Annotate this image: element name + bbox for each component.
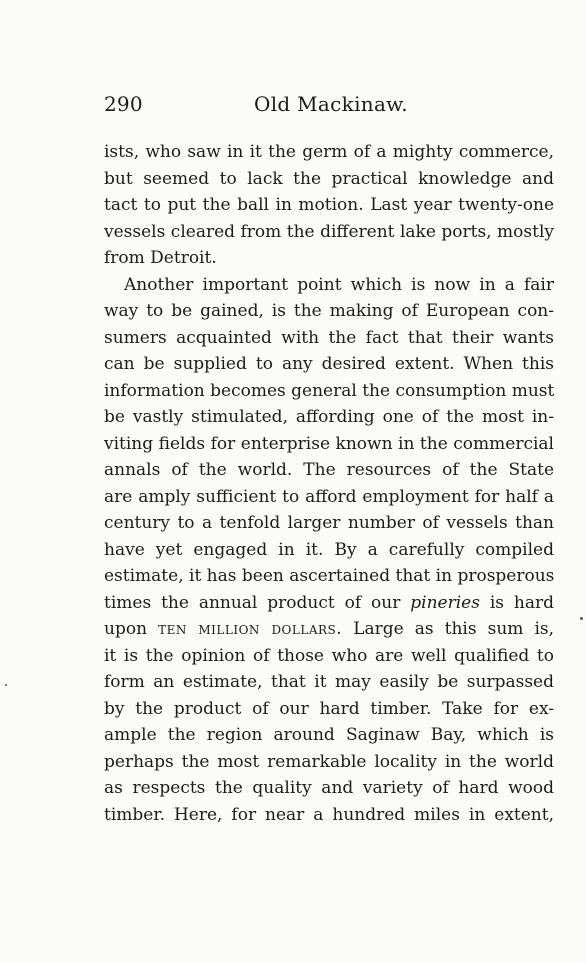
text-line: sumers acquainted with the fact that their wants bbox=[104, 327, 554, 348]
text-line: it is the opinion of those who are well qualified to bbox=[104, 645, 554, 666]
text-line: estimate, it has been ascertained that in prosperous bbox=[104, 566, 555, 586]
margin-speck bbox=[580, 617, 583, 620]
margin-speck bbox=[5, 684, 7, 686]
text-line: from Detroit. bbox=[104, 248, 217, 268]
italic-term: pineries bbox=[410, 592, 480, 613]
text-line bbox=[104, 616, 554, 643]
text-line: Another important point which is now in a fair bbox=[124, 274, 554, 295]
text-line: but seemed to lack the practical knowledge and bbox=[104, 168, 554, 189]
text-line: by the product of our hard timber. Take for ex- bbox=[104, 698, 554, 719]
text-line: perhaps the most remarkable locality in the world bbox=[104, 751, 554, 772]
text-line: century to a tenfold larger number of vessels than bbox=[104, 513, 554, 533]
text-fragment: times the annual product of our bbox=[104, 592, 401, 613]
smallcaps-amount: ten million dollars. bbox=[158, 619, 343, 639]
page-number: 290 bbox=[104, 92, 143, 116]
text-line: form an estimate, that it may easily be surpassed bbox=[104, 672, 554, 692]
text-line: as respects the quality and variety of hard wood bbox=[104, 778, 554, 798]
text-line: way to be gained, is the making of European con- bbox=[104, 301, 554, 321]
text-line: be vastly stimulated, affording one of the most in- bbox=[104, 407, 554, 427]
text-line: timber. Here, for near a hundred miles in extent, bbox=[104, 804, 554, 825]
text-line: annals of the world. The resources of the State bbox=[104, 460, 554, 480]
text-fragment: Large as this sum is, bbox=[353, 619, 555, 639]
running-title: Old Mackinaw. bbox=[254, 92, 408, 116]
text-line: viting fields for enterprise known in the commercial bbox=[104, 433, 554, 454]
text-line: ample the region around Saginaw Bay, which is bbox=[104, 725, 554, 745]
text-line: have yet engaged in it. By a carefully compiled bbox=[104, 539, 554, 560]
text-line: tact to put the ball in motion. Last year twenty-one bbox=[104, 195, 554, 215]
text-line bbox=[104, 590, 554, 617]
text-line: are amply sufficient to afford employment for half a bbox=[104, 486, 554, 507]
text-line: can be supplied to any desired extent. When this bbox=[104, 354, 554, 374]
text-line: information becomes general the consumption must bbox=[104, 380, 555, 401]
text-line: vessels cleared from the different lake ports, mostly bbox=[104, 221, 554, 242]
text-fragment: upon bbox=[104, 619, 148, 639]
text-line: ists, who saw in it the germ of a mighty commerce, bbox=[104, 142, 554, 162]
page-header bbox=[104, 92, 554, 126]
text-fragment: is hard bbox=[489, 592, 554, 613]
body-text bbox=[104, 139, 554, 828]
